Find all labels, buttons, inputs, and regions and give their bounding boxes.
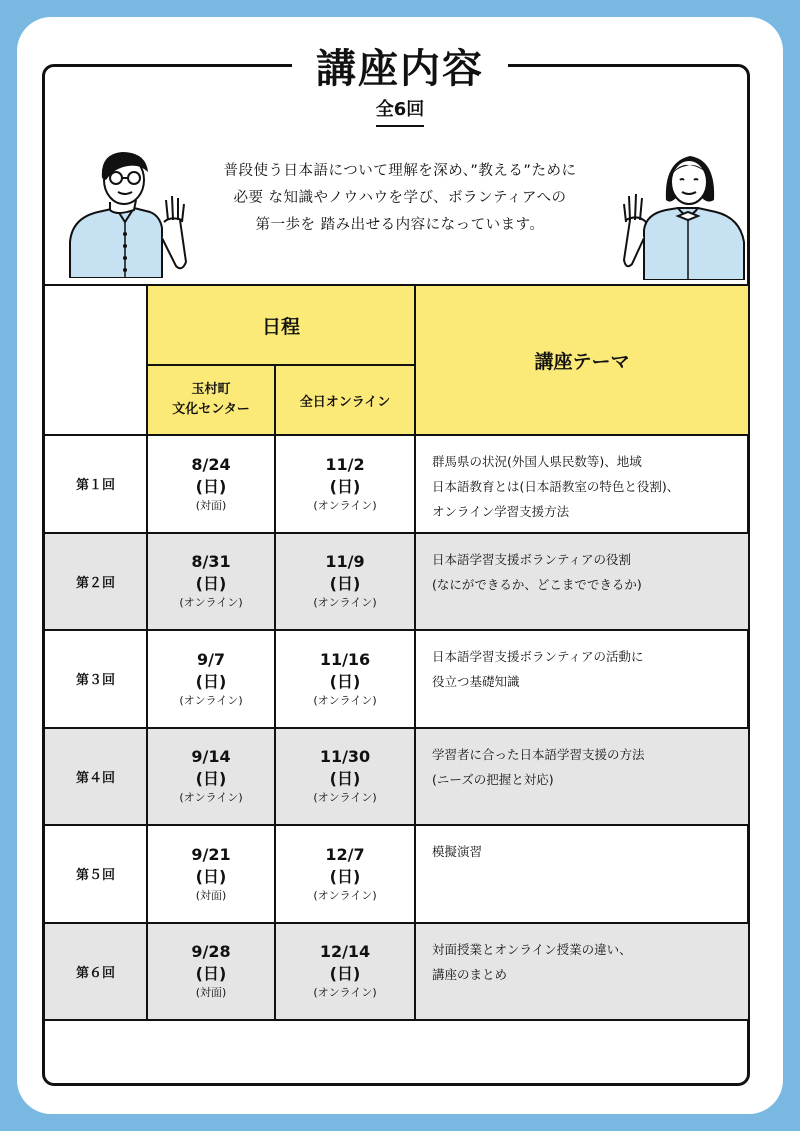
- date: 12/14: [319, 942, 371, 962]
- theme-line: 対面授業とオンライン授業の違い、: [432, 941, 632, 957]
- weekday: (日): [329, 866, 361, 886]
- format: (対面): [195, 498, 227, 512]
- weekday: (日): [195, 964, 227, 984]
- theme-line: 日本語学習支援ボランティアの役割: [432, 551, 632, 567]
- theme-cell: [416, 826, 748, 922]
- page-title: 講座内容: [292, 44, 508, 94]
- table-row: [45, 534, 748, 632]
- header-theme: 講座テーマ: [416, 286, 748, 434]
- online-date-cell: [276, 826, 416, 922]
- table-row: [45, 924, 748, 1022]
- weekday: (日): [329, 476, 361, 496]
- theme-line: 日本語学習支援ボランティアの活動に: [432, 649, 644, 664]
- theme-line: 学習者に合った日本語学習支援の方法: [432, 746, 645, 762]
- intro-line: 第一歩を 踏み出せる内容になっています。: [255, 217, 545, 233]
- session-label: 第５回: [75, 868, 115, 884]
- theme-line: オンライン学習支援方法: [432, 504, 570, 519]
- format: (オンライン): [179, 693, 243, 707]
- header-venue-line: 文化センター: [172, 402, 250, 417]
- theme-line: 群馬県の状況(外国人県民数等)、地域: [432, 454, 642, 469]
- man-waving-illustration: [64, 142, 190, 278]
- header-venue-tamamura: [146, 366, 276, 434]
- date: 12/7: [325, 844, 365, 864]
- format: (対面): [195, 986, 227, 1000]
- format: (対面): [195, 888, 227, 902]
- online-date-cell: [276, 729, 416, 825]
- date: 9/7: [196, 649, 226, 669]
- intro-text: [170, 158, 630, 239]
- tamamura-date-cell: [146, 924, 276, 1020]
- theme-cell: [416, 436, 748, 532]
- online-date-cell: [276, 436, 416, 532]
- intro-line: 普段使う日本語について理解を深め、”教える”ために: [223, 163, 577, 179]
- theme-cell: [416, 924, 748, 1020]
- format: (オンライン): [179, 596, 243, 610]
- table-row: [45, 436, 748, 534]
- session-count: 全6回: [375, 99, 425, 120]
- session-label: 第４回: [75, 770, 115, 786]
- count-underline: [376, 125, 424, 127]
- online-date-cell: [276, 534, 416, 630]
- tamamura-date-cell: [146, 729, 276, 825]
- format: (オンライン): [313, 693, 377, 707]
- date: 11/16: [319, 649, 371, 669]
- session-label: 第２回: [75, 575, 115, 591]
- weekday: (日): [195, 476, 227, 496]
- date: 11/30: [319, 747, 371, 767]
- session-label: 第６回: [75, 965, 115, 981]
- weekday: (日): [195, 671, 227, 691]
- theme-line: 講座のまとめ: [432, 966, 508, 982]
- date: 8/24: [191, 454, 231, 474]
- weekday: (日): [329, 671, 361, 691]
- theme-cell: [416, 631, 748, 727]
- session-label: 第３回: [75, 673, 115, 689]
- format: (オンライン): [313, 498, 377, 512]
- format: (オンライン): [179, 791, 243, 805]
- online-date-cell: [276, 631, 416, 727]
- theme-cell: [416, 729, 748, 825]
- tamamura-date-cell: [146, 436, 276, 532]
- weekday: (日): [195, 866, 227, 886]
- session-label: 第１回: [75, 478, 115, 494]
- header-venue-online: 全日オンライン: [276, 366, 416, 434]
- date: 11/2: [325, 454, 365, 474]
- date: 11/9: [325, 552, 365, 572]
- date: 9/28: [191, 942, 231, 962]
- intro-line: 必要 な知識やノウハウを学び、ボランティアへの: [233, 190, 567, 206]
- theme-line: (なにができるか、どこまでできるか): [432, 576, 642, 592]
- header-venue-line: 玉村町: [191, 382, 231, 397]
- format: (オンライン): [313, 791, 377, 805]
- date: 8/31: [191, 552, 231, 572]
- theme-line: (ニーズの把握と対応): [432, 771, 554, 787]
- date: 9/14: [191, 747, 231, 767]
- theme-line: 模擬演習: [432, 844, 483, 859]
- tamamura-date-cell: [146, 534, 276, 630]
- tamamura-date-cell: [146, 826, 276, 922]
- weekday: (日): [329, 574, 361, 594]
- theme-line: 役立つ基礎知識: [432, 674, 520, 689]
- weekday: (日): [195, 574, 227, 594]
- schedule-table: [45, 284, 748, 1021]
- date: 9/21: [191, 844, 231, 864]
- weekday: (日): [195, 769, 227, 789]
- table-row: [45, 729, 748, 827]
- format: (オンライン): [313, 596, 377, 610]
- format: (オンライン): [313, 888, 377, 902]
- theme-line: 日本語教育とは(日本語教室の特色と役割)、: [432, 479, 680, 494]
- header-schedule: 日程: [146, 286, 416, 366]
- table-header: [45, 286, 748, 436]
- table-row: [45, 631, 748, 729]
- weekday: (日): [329, 964, 361, 984]
- woman-waving-illustration: [616, 142, 750, 280]
- weekday: (日): [329, 769, 361, 789]
- tamamura-date-cell: [146, 631, 276, 727]
- online-date-cell: [276, 924, 416, 1020]
- table-row: [45, 826, 748, 924]
- theme-cell: [416, 534, 748, 630]
- format: (オンライン): [313, 986, 377, 1000]
